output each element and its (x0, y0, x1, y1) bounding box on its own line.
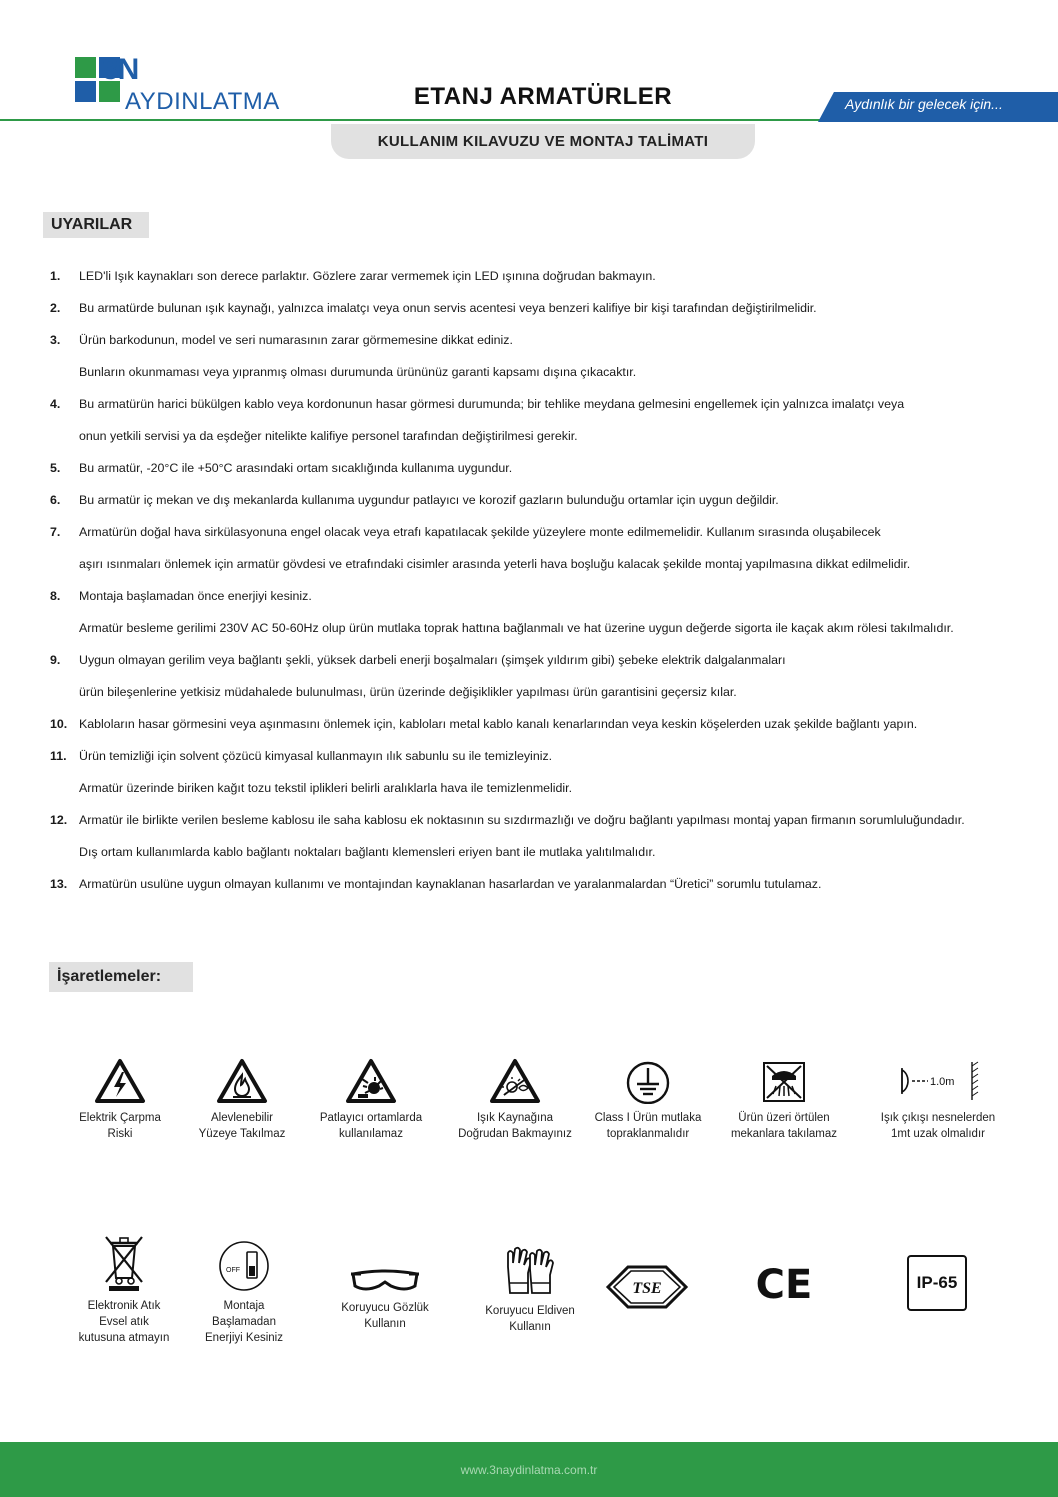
warning-number: 12. (50, 813, 68, 827)
warning-text: ürün bileşenlerine yetkisiz müdahalede bulunulması, ürün üzerinde değişiklikler yapılması ürün garantisini geçersiz kılar. (79, 685, 737, 699)
symbol-caption: Montaja Başlamadan Enerjiyi Kesiniz (205, 1300, 283, 1344)
symbol-flammable (182, 1058, 302, 1142)
warning-number: 6. (50, 493, 61, 507)
warning-item (0, 324, 1058, 388)
warning-number: 4. (50, 397, 61, 411)
warning-text: onun yetkili servisi ya da eşdeğer nitelikte kalifiye personel tarafından değiştirilmesi gerekir. (79, 429, 578, 443)
warning-text: Montaja başlamadan önce enerjiyi kesiniz. (79, 589, 312, 603)
ce-label: CE (755, 1262, 813, 1304)
warning-item (0, 580, 1058, 644)
symbol-ip65 (906, 1254, 968, 1312)
warning-text: Kabloların hasar görmesini veya aşınmasını önlemek için, kabloları metal kablo kanalı kenarlarından veya keskin köşelerden uzak şekilde bağlantı yapın. (79, 717, 918, 731)
tagline-text: Aydınlık bir gelecek için... (845, 96, 1003, 112)
brand-mark: 3N (102, 53, 139, 86)
symbol-caption: Patlayıcı ortamlarda kullanılamaz (319, 1112, 423, 1140)
warnings-heading: UYARILAR (43, 212, 149, 238)
symbol-safety-glasses (325, 1266, 445, 1332)
safety-glasses-icon (349, 1266, 421, 1294)
no-direct-look-icon (489, 1058, 541, 1104)
warning-number: 9. (50, 653, 61, 667)
symbol-ce (752, 1262, 816, 1304)
warning-text: aşırı ısınmaları önlemek için armatür gövdesi ve etrafındaki cisimler arasında yeterli hava boşluğu kalacak şekilde montaj yapılmasına dikkat edilmelidir. (79, 557, 911, 571)
footer-bar (0, 1442, 1058, 1497)
warning-item (0, 388, 1058, 452)
warning-text: Bu armatür iç mekan ve dış mekanlarda kullanıma uygundur patlayıcı ve korozif gazların bulunduğu ortamlar için uygun değildir. (79, 493, 779, 507)
gloves-icon (502, 1245, 558, 1297)
symbol-tse (604, 1262, 690, 1312)
warning-text: Armatür besleme gerilimi 230V AC 50-60Hz olup ürün mutlaka toprak hattına bağlanmalı ve hat üzerine uygun değerde sigorta ile kaçak akım rölesi takılmalıdır. (79, 621, 954, 635)
warning-text: Ürün barkodunun, model ve seri numarasının zarar görmemesine dikkat ediniz. (79, 333, 513, 347)
weee-bin-icon (101, 1232, 147, 1292)
symbol-gloves (455, 1245, 605, 1335)
warning-text: Bunların okunmaması veya yıpranmış olması durumunda ürününüz garanti kapsamı dışına çıkacaktır. (79, 365, 637, 379)
no-cover-icon (758, 1058, 810, 1104)
warning-text: Armatürün usulüne uygun olmayan kullanımı ve montajından kaynaklanan hasarlardan ve yaralanmalardan “Üretici” sorumlu tutulamaz. (79, 877, 822, 891)
symbol-caption: Ürün üzeri örtülen mekanlara takılamaz (730, 1112, 838, 1140)
explosive-icon (345, 1058, 397, 1104)
warning-item (0, 644, 1058, 708)
symbol-no-direct-look (445, 1058, 585, 1142)
warning-number: 13. (50, 877, 68, 891)
symbol-caption: Işık çıkışı nesnelerden 1mt uzak olmalıdır (880, 1112, 996, 1140)
warning-text: Dış ortam kullanımlarda kablo bağlantı noktaları bağlantı klemensleri eriyen bant ile mutlaka yalıtılmalıdır. (79, 845, 656, 859)
symbol-caption: Class I Ürün mutlaka topraklanmalıdır (594, 1112, 702, 1140)
ground-icon (622, 1058, 674, 1104)
symbol-explosive (311, 1058, 431, 1142)
header-divider (0, 119, 830, 121)
warning-text: Bu armatürde bulunan ışık kaynağı, yalnızca imalatçı veya onun servis acentesi veya benzeri kalifiye bir kişi tarafından değiştirilmelidir. (79, 301, 817, 315)
warning-item (0, 708, 1058, 740)
symbol-no-cover (724, 1058, 844, 1142)
warning-text: Armatürün doğal hava sirkülasyonuna engel olacak veya etrafı kapatılacak şekilde yüzeylere monte edilmemelidir. Kullanım sırasında oluşabilecek (79, 525, 881, 539)
warning-item (0, 804, 1058, 868)
warning-number: 5. (50, 461, 61, 475)
symbol-caption: Işık Kaynağına Doğrudan Bakmayınız (458, 1112, 572, 1140)
symbol-weee (64, 1232, 184, 1346)
warning-item (0, 740, 1058, 804)
symbol-distance (870, 1058, 1006, 1142)
ip65-icon (906, 1254, 968, 1312)
ce-icon (753, 1262, 815, 1304)
warning-item (0, 260, 1058, 292)
symbol-caption: Koruyucu Eldiven Kullanın (485, 1305, 575, 1333)
warning-item (0, 516, 1058, 580)
logo-square (75, 57, 96, 78)
distance-label: 1.0m (930, 1076, 955, 1088)
brand-name: AYDINLATMA (125, 88, 280, 115)
tse-label: TSE (632, 1280, 662, 1297)
warning-number: 7. (50, 525, 61, 539)
warning-number: 10. (50, 717, 68, 731)
warning-number: 11. (50, 749, 67, 763)
symbol-caption: Alevlenebilir Yüzeye Takılmaz (198, 1112, 286, 1140)
document-subtitle: KULLANIM KILAVUZU VE MONTAJ TALİMATI (331, 124, 755, 159)
footer-url[interactable]: www.3naydinlatma.com.tr (460, 1463, 598, 1477)
warning-number: 2. (50, 301, 61, 315)
warning-item (0, 868, 1058, 900)
tse-icon (604, 1262, 690, 1312)
symbol-caption: Elektrik Çarpma Riski (79, 1112, 161, 1140)
warning-text: Ürün temizliği için solvent çözücü kimyasal kullanmayın ılık sabunlu su ile temizleyiniz. (79, 749, 553, 763)
document-title: ETANJ ARMATÜRLER (413, 83, 673, 110)
warning-number: 8. (50, 589, 61, 603)
markings-heading: İşaretlemeler: (49, 962, 193, 992)
warning-text: Armatür üzerinde biriken kağıt tozu tekstil iplikleri belirli aralıklarla hava ile temizlenmelidir. (79, 781, 573, 795)
warnings-list (0, 260, 1058, 900)
symbol-caption: Koruyucu Gözlük Kullanın (341, 1302, 429, 1330)
symbol-power-off (184, 1240, 304, 1346)
warning-number: 1. (50, 269, 61, 283)
warning-text: Bu armatür, -20°C ile +50°C arasındaki ortam sıcaklığında kullanıma uygundur. (79, 461, 513, 475)
warning-item (0, 484, 1058, 516)
ip65-label: IP-65 (916, 1273, 958, 1292)
off-label: OFF (226, 1267, 240, 1274)
warning-number: 3. (50, 333, 61, 347)
flammable-icon (216, 1058, 268, 1104)
electric-shock-icon (94, 1058, 146, 1104)
symbol-caption: Elektronik Atık Evsel atık kutusuna atmayın (78, 1300, 170, 1344)
warning-text: LED'li Işık kaynakları son derece parlaktır. Gözlere zarar vermemek için LED ışınına doğrudan bakmayın. (79, 269, 656, 283)
symbol-ground (588, 1058, 708, 1142)
warning-item (0, 292, 1058, 324)
warning-item (0, 452, 1058, 484)
symbol-electric-shock (60, 1058, 180, 1142)
warning-text: Armatür ile birlikte verilen besleme kablosu ile saha kablosu ek noktasının su sızdırmazlığı ve doğru bağlantı yapılması montaj yapan firmanın sorumluluğundadır. (79, 813, 965, 827)
warning-text: Uygun olmayan gerilim veya bağlantı şekli, yüksek darbeli enerji boşalmaları (şimşek yıldırım gibi) şebeke elektrik dalgalanmaları (79, 653, 786, 667)
distance-icon (890, 1058, 986, 1104)
warning-text: Bu armatürün harici bükülgen kablo veya kordonunun hasar görmesi durumunda; bir tehlike meydana gelmesini engellemek için yalnızca imalatçı veya (79, 397, 905, 411)
power-off-icon (218, 1240, 270, 1292)
